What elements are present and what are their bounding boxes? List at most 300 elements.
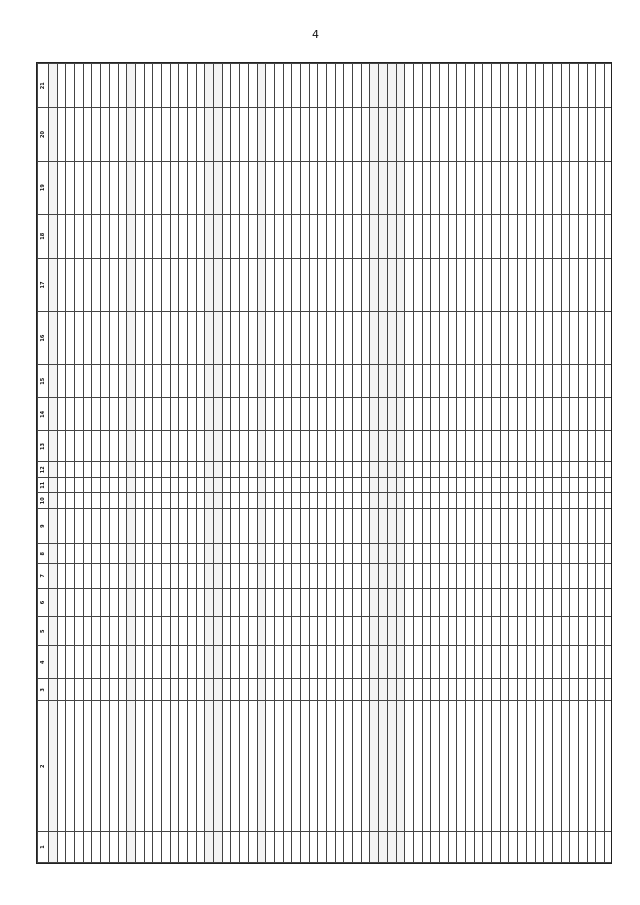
table-cell <box>222 646 231 679</box>
table-cell <box>92 161 101 214</box>
table-cell <box>552 588 561 617</box>
table-cell <box>544 431 553 462</box>
table-cell <box>535 64 544 108</box>
table-cell <box>109 493 118 508</box>
table-cell <box>161 258 170 311</box>
table-cell <box>509 64 518 108</box>
table-cell <box>526 832 535 863</box>
table-row <box>231 64 240 863</box>
table-cell <box>596 64 605 108</box>
table-cell <box>509 832 518 863</box>
table-cell <box>561 258 570 311</box>
table-cell <box>196 312 205 365</box>
table-cell <box>457 64 466 108</box>
table-row <box>439 64 448 863</box>
table-row <box>327 64 336 863</box>
table-cell <box>483 679 492 701</box>
table-cell <box>92 312 101 365</box>
table-cell <box>170 161 179 214</box>
table-cell <box>161 365 170 398</box>
table-cell <box>266 312 275 365</box>
table-cell <box>552 214 561 258</box>
table-cell <box>318 646 327 679</box>
table-cell <box>422 161 431 214</box>
table-cell <box>353 477 362 492</box>
table-cell <box>240 312 249 365</box>
table-cell <box>509 679 518 701</box>
table-cell <box>570 493 579 508</box>
table-cell <box>353 214 362 258</box>
table-cell <box>231 588 240 617</box>
table-cell <box>327 365 336 398</box>
table-cell <box>231 161 240 214</box>
table-cell <box>196 617 205 646</box>
table-cell <box>318 617 327 646</box>
table-row <box>170 64 179 863</box>
table-cell <box>300 544 309 564</box>
table-cell <box>309 701 318 832</box>
table-cell <box>587 64 596 108</box>
table-cell <box>222 701 231 832</box>
table-cell <box>231 544 240 564</box>
table-cell <box>379 258 388 311</box>
table-cell <box>439 508 448 543</box>
table-cell <box>92 258 101 311</box>
table-cell <box>309 617 318 646</box>
table-cell <box>66 588 75 617</box>
table-cell <box>483 477 492 492</box>
table-cell <box>214 588 223 617</box>
table-cell <box>483 398 492 431</box>
table-cell <box>439 431 448 462</box>
table-cell <box>257 832 266 863</box>
table-cell <box>266 588 275 617</box>
table-cell <box>179 564 188 588</box>
table-cell <box>283 544 292 564</box>
table-cell <box>292 617 301 646</box>
table-cell <box>170 258 179 311</box>
table-cell <box>561 477 570 492</box>
table-cell <box>578 701 587 832</box>
table-cell <box>379 398 388 431</box>
table-cell <box>474 701 483 832</box>
table-cell <box>457 312 466 365</box>
table-cell <box>57 258 66 311</box>
table-cell <box>266 544 275 564</box>
table-cell <box>66 564 75 588</box>
table-cell <box>587 564 596 588</box>
table-cell <box>153 398 162 431</box>
table-cell <box>188 493 197 508</box>
table-cell <box>75 832 84 863</box>
table-row <box>353 64 362 863</box>
table-cell <box>413 617 422 646</box>
table-cell <box>544 544 553 564</box>
table-cell <box>266 564 275 588</box>
table-cell <box>422 398 431 431</box>
table-cell <box>466 544 475 564</box>
table-cell <box>518 161 527 214</box>
table-cell <box>57 679 66 701</box>
table-cell <box>109 477 118 492</box>
table-cell <box>214 462 223 477</box>
table-cell <box>127 564 136 588</box>
table-cell <box>526 701 535 832</box>
table-cell <box>92 477 101 492</box>
table-cell <box>335 701 344 832</box>
table-cell <box>544 214 553 258</box>
table-cell <box>596 462 605 477</box>
table-cell <box>214 646 223 679</box>
table-cell <box>422 493 431 508</box>
table-cell <box>492 64 501 108</box>
table-cell <box>274 258 283 311</box>
table-cell <box>179 214 188 258</box>
table-cell <box>431 431 440 462</box>
table-cell <box>144 508 153 543</box>
table-cell <box>179 701 188 832</box>
table-cell <box>344 365 353 398</box>
table-cell <box>257 108 266 161</box>
table-cell <box>66 214 75 258</box>
table-cell <box>561 108 570 161</box>
table-cell <box>518 493 527 508</box>
table-cell <box>439 588 448 617</box>
table-cell <box>49 832 58 863</box>
table-cell <box>205 701 214 832</box>
header-row <box>38 64 49 863</box>
table-cell <box>49 431 58 462</box>
table-cell <box>483 365 492 398</box>
table-row <box>292 64 301 863</box>
table-cell <box>431 646 440 679</box>
table-cell <box>196 258 205 311</box>
table-cell <box>370 493 379 508</box>
table-cell <box>439 646 448 679</box>
group-row <box>396 64 405 863</box>
table-cell <box>274 508 283 543</box>
table-cell <box>439 258 448 311</box>
table-cell <box>101 214 110 258</box>
table-cell <box>466 161 475 214</box>
table-cell <box>370 398 379 431</box>
table-cell <box>188 462 197 477</box>
table-cell <box>552 544 561 564</box>
table-cell <box>605 258 613 311</box>
table-cell <box>535 398 544 431</box>
table-cell <box>552 477 561 492</box>
table-cell <box>214 617 223 646</box>
table-cell <box>179 312 188 365</box>
column-header: 12 <box>38 462 49 477</box>
table-cell <box>509 161 518 214</box>
table-cell <box>439 617 448 646</box>
table-cell <box>144 312 153 365</box>
table-row <box>135 64 144 863</box>
table-cell <box>283 365 292 398</box>
table-cell <box>205 258 214 311</box>
table-cell <box>101 258 110 311</box>
table-cell <box>318 544 327 564</box>
table-cell <box>422 214 431 258</box>
table-cell <box>413 564 422 588</box>
table-cell <box>222 544 231 564</box>
table-cell <box>109 544 118 564</box>
table-cell <box>257 477 266 492</box>
table-cell <box>387 312 396 365</box>
table-cell <box>170 312 179 365</box>
table-cell <box>318 431 327 462</box>
table-cell <box>587 108 596 161</box>
table-cell <box>466 701 475 832</box>
table-cell <box>101 493 110 508</box>
table-cell <box>405 588 414 617</box>
table-cell <box>327 312 336 365</box>
table-cell <box>431 108 440 161</box>
table-cell <box>283 108 292 161</box>
table-cell <box>431 462 440 477</box>
table-cell <box>526 108 535 161</box>
table-cell <box>561 398 570 431</box>
table-cell <box>492 588 501 617</box>
table-cell <box>300 679 309 701</box>
table-cell <box>248 64 257 108</box>
table-cell <box>318 214 327 258</box>
table-cell <box>231 617 240 646</box>
table-row <box>179 64 188 863</box>
table-cell <box>457 544 466 564</box>
table-cell <box>179 365 188 398</box>
table-cell <box>439 398 448 431</box>
table-cell <box>561 588 570 617</box>
table-cell <box>274 214 283 258</box>
table-cell <box>405 258 414 311</box>
table-cell <box>205 398 214 431</box>
table-cell <box>274 493 283 508</box>
table-cell <box>118 431 127 462</box>
table-cell <box>92 832 101 863</box>
table-cell <box>266 462 275 477</box>
table-cell <box>379 365 388 398</box>
table-cell <box>66 398 75 431</box>
table-cell <box>405 646 414 679</box>
table-cell <box>240 493 249 508</box>
table-cell <box>144 493 153 508</box>
table-cell <box>413 462 422 477</box>
table-cell <box>413 701 422 832</box>
table-cell <box>431 588 440 617</box>
table-row <box>605 64 613 863</box>
table-cell <box>457 258 466 311</box>
table-cell <box>431 214 440 258</box>
table-cell <box>466 431 475 462</box>
table-cell <box>248 108 257 161</box>
table-cell <box>222 365 231 398</box>
table-cell <box>466 832 475 863</box>
table-cell <box>292 161 301 214</box>
table-cell <box>387 214 396 258</box>
table-cell <box>109 564 118 588</box>
table-cell <box>309 398 318 431</box>
table-cell <box>205 108 214 161</box>
table-cell <box>448 431 457 462</box>
table-cell <box>57 365 66 398</box>
table-cell <box>188 431 197 462</box>
table-cell <box>457 508 466 543</box>
page-number: 4 <box>312 28 319 41</box>
table-row <box>144 64 153 863</box>
table-cell <box>379 431 388 462</box>
table-cell <box>483 832 492 863</box>
table-cell <box>205 64 214 108</box>
table-cell <box>127 398 136 431</box>
table-cell <box>492 617 501 646</box>
table-cell <box>492 398 501 431</box>
table-cell <box>205 508 214 543</box>
table-cell <box>240 646 249 679</box>
table-cell <box>283 493 292 508</box>
table-cell <box>109 588 118 617</box>
table-cell <box>544 679 553 701</box>
table-cell <box>161 477 170 492</box>
table-cell <box>135 701 144 832</box>
column-header: 1 <box>38 832 49 863</box>
table-cell <box>535 431 544 462</box>
table-cell <box>587 477 596 492</box>
table-cell <box>387 701 396 832</box>
table-cell <box>361 679 370 701</box>
table-cell <box>309 646 318 679</box>
table-cell <box>596 477 605 492</box>
table-cell <box>266 493 275 508</box>
table-cell <box>188 365 197 398</box>
table-cell <box>83 462 92 477</box>
table-cell <box>578 564 587 588</box>
table-cell <box>57 477 66 492</box>
table-cell <box>75 477 84 492</box>
table-cell <box>474 617 483 646</box>
table-cell <box>222 108 231 161</box>
table-cell <box>66 365 75 398</box>
table-cell <box>466 214 475 258</box>
table-cell <box>448 832 457 863</box>
table-cell <box>205 679 214 701</box>
table-cell <box>431 544 440 564</box>
table-cell <box>587 646 596 679</box>
table-cell <box>587 832 596 863</box>
group-row <box>205 64 214 863</box>
table-cell <box>552 365 561 398</box>
table-cell <box>205 588 214 617</box>
table-cell <box>283 431 292 462</box>
table-cell <box>544 258 553 311</box>
table-cell <box>387 258 396 311</box>
table-cell <box>283 462 292 477</box>
table-cell <box>474 508 483 543</box>
table-cell <box>353 365 362 398</box>
table-cell <box>83 544 92 564</box>
table-cell <box>66 646 75 679</box>
column-header: 14 <box>38 398 49 431</box>
table-cell <box>379 108 388 161</box>
table-cell <box>118 564 127 588</box>
table-cell <box>318 564 327 588</box>
table-cell <box>431 312 440 365</box>
table-cell <box>214 701 223 832</box>
table-cell <box>153 832 162 863</box>
table-cell <box>370 462 379 477</box>
table-cell <box>448 617 457 646</box>
table-cell <box>474 64 483 108</box>
table-cell <box>492 431 501 462</box>
table-cell <box>596 832 605 863</box>
table-cell <box>353 588 362 617</box>
table-cell <box>405 508 414 543</box>
table-cell <box>500 544 509 564</box>
table-cell <box>526 161 535 214</box>
group-row <box>370 64 379 863</box>
table-cell <box>257 462 266 477</box>
table-cell <box>240 214 249 258</box>
table-cell <box>413 431 422 462</box>
table-cell <box>492 258 501 311</box>
table-cell <box>83 431 92 462</box>
table-cell <box>135 544 144 564</box>
table-cell <box>544 161 553 214</box>
table-cell <box>570 161 579 214</box>
table-cell <box>292 64 301 108</box>
table-cell <box>153 365 162 398</box>
table-cell <box>526 431 535 462</box>
table-cell <box>379 493 388 508</box>
table-cell <box>257 64 266 108</box>
table-cell <box>274 477 283 492</box>
table-cell <box>101 679 110 701</box>
table-cell <box>587 312 596 365</box>
table-cell <box>457 161 466 214</box>
table-cell <box>518 398 527 431</box>
table-cell <box>240 258 249 311</box>
table-cell <box>526 588 535 617</box>
table-cell <box>387 588 396 617</box>
table-cell <box>144 832 153 863</box>
table-cell <box>413 646 422 679</box>
table-cell <box>109 64 118 108</box>
table-cell <box>309 544 318 564</box>
table-cell <box>552 493 561 508</box>
table-cell <box>66 544 75 564</box>
table-cell <box>196 161 205 214</box>
column-header: 8 <box>38 544 49 564</box>
table-cell <box>92 214 101 258</box>
table-cell <box>578 493 587 508</box>
table-cell <box>135 312 144 365</box>
table-cell <box>170 646 179 679</box>
table-cell <box>596 617 605 646</box>
table-cell <box>544 508 553 543</box>
table-cell <box>144 161 153 214</box>
table-cell <box>570 312 579 365</box>
table-cell <box>561 214 570 258</box>
table-cell <box>266 64 275 108</box>
table-cell <box>57 462 66 477</box>
table-cell <box>92 108 101 161</box>
table-cell <box>578 258 587 311</box>
table-cell <box>327 646 336 679</box>
table-cell <box>248 462 257 477</box>
table-cell <box>370 214 379 258</box>
table-cell <box>283 617 292 646</box>
